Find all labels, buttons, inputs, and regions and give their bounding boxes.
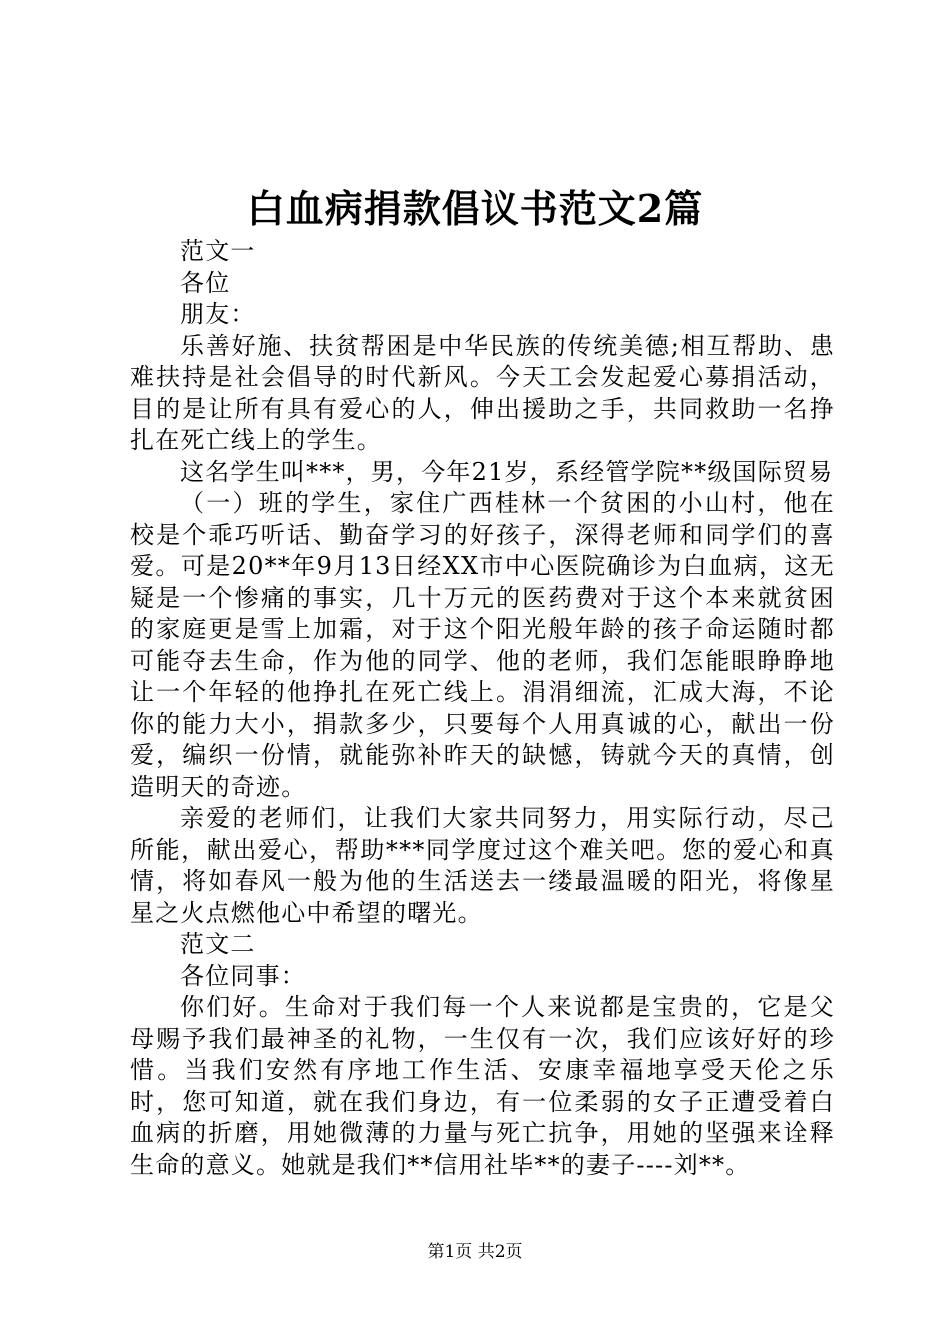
paragraph-body: 乐善好施、扶贫帮困是中华民族的传统美德;相互帮助、患难扶持是社会倡导的时代新风。今天工会发起爱心募捐活动，目的是让所有具有爱心的人，伸出援助之手，共同救助一名挣扎在死亡线上的学生。 xyxy=(130,331,835,454)
paragraph-body: 亲爱的老师们，让我们大家共同努力，用实际行动，尽己所能，献出爱心，帮助***同学度过这个难关吧。您的爱心和真情，将如春风一般为他的生活送去一缕最温暖的阳光，将像星星之火点燃他心中希望的曙光。 xyxy=(130,804,835,927)
document-body xyxy=(130,236,835,1181)
paragraph-salutation-2: 各位同事： xyxy=(180,961,306,990)
paragraph-body: （一）班的学生，家住广西桂林一个贫困的小山村，他在校是个乖巧听话、勤奋学习的好孩子，深得老师和同学们的喜爱。可是20**年9月13日经XX市中心医院确诊为白血病，这无疑是一个惨痛的事实，几十万元的医药费对于这个本来就贫困的家庭更是雪上加霜，对于这个阳光般年龄的孩子命运随时都可能夺去生命，作为他的同学、他的老师，我们怎能眼睁睁地让一个年轻的他挣扎在死亡线上。涓涓细流，汇成大海，不论你的能力大小，捐款多少，只要每个人用真诚的心，献出一份爱，编织一份情，就能弥补昨天的缺憾，铸就今天的真情，创造明天的奇迹。 xyxy=(130,489,835,801)
paragraph-salutation-1b: 朋友： xyxy=(180,300,256,328)
page-footer: 第1页 共2页 xyxy=(427,1242,523,1262)
paragraph-heading-2: 范文二 xyxy=(180,930,256,958)
document-title: 白血病捐款倡议书范文2篇 xyxy=(246,186,704,231)
paragraph-body: 你们好。生命对于我们每一个人来说都是宝贵的，它是父母赐予我们最神圣的礼物，一生仅有一次，我们应该好好的珍惜。当我们安然有序地工作生活、安康幸福地享受天伦之乐时，您可知道，就在我们身边，有一位柔弱的女子正遭受着白血病的折磨，用她微薄的力量与死亡抗争，用她的坚强来诠释生命的意义。她就是我们**信用社毕**的妻子----刘**。 xyxy=(130,993,835,1179)
paragraph-heading-1: 范文一 xyxy=(180,237,256,265)
paragraph-body: 这名学生叫***，男，今年21岁，系经管学院**级国际贸易 xyxy=(180,457,834,486)
paragraph-salutation-1a: 各位 xyxy=(180,268,231,297)
